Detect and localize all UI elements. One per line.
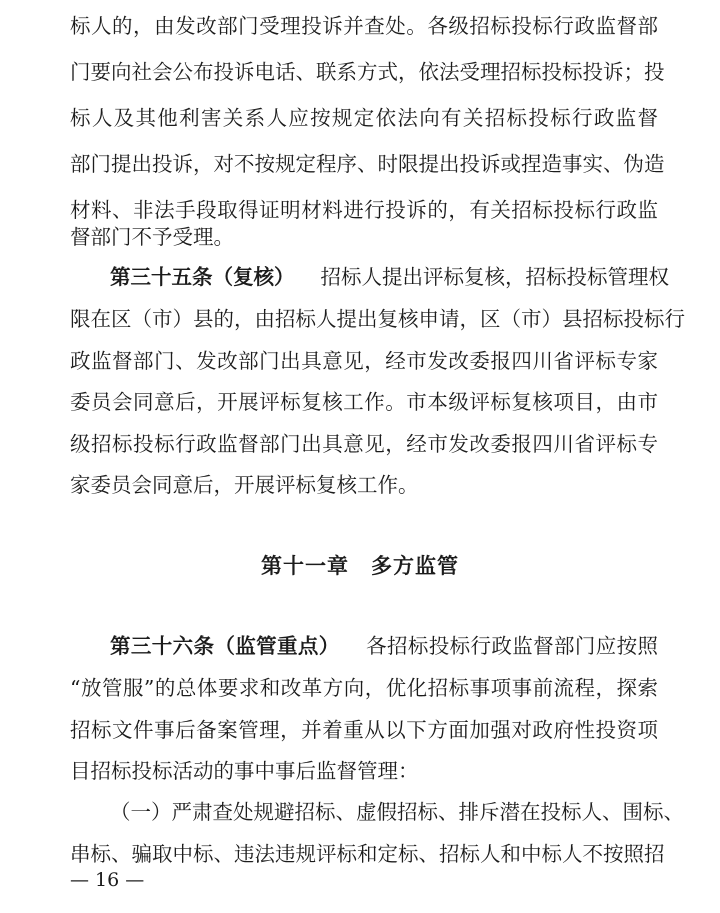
article-35-first-line (110, 263, 669, 291)
paragraph-line: 限在区（市）县的，由招标人提出复核申请，区（市）县招标投标行 (70, 307, 685, 331)
paragraph-line: 政监督部门、发改部门出具意见，经市发改委报四川省评标专家 (70, 349, 658, 373)
page-number: — 16 — (70, 869, 145, 891)
paragraph-line: 材料、非法手段取得证明材料进行投诉的，有关招标投标行政监 (70, 198, 658, 222)
paragraph-line: 门要向社会公布投诉电话、联系方式，依法受理招标投标投诉；投 (70, 60, 665, 84)
paragraph-line: 家委员会同意后，开展评标复核工作。 (70, 473, 419, 497)
paragraph-line: 目招标投标活动的事中事后监督管理： (70, 759, 419, 783)
paragraph-line: 督部门不予受理。 (70, 225, 234, 249)
paragraph-line: 级招标投标行政监督部门出具意见，经市发改委报四川省评标专 (70, 432, 658, 456)
paragraph-line: 委员会同意后，开展评标复核工作。市本级评标复核项目，由市 (70, 390, 658, 414)
paragraph-line: 部门提出投诉，对不按规定程序、时限提出投诉或捏造事实、伪造 (70, 152, 665, 176)
paragraph-line: 招标文件事后备案管理，并着重从以下方面加强对政府性投资项 (70, 718, 658, 742)
paragraph-line: 串标、骗取中标、违法违规评标和定标、招标人和中标人不按照招 (70, 842, 665, 866)
article-36-first-line (110, 632, 658, 660)
article-36-heading: 第三十六条（监管重点） (110, 634, 340, 658)
item-1-first-line: （一）严肃查处规避招标、虚假招标、排斥潜在投标人、围标、 (110, 800, 684, 824)
article-35-heading: 第三十五条（复核） (110, 265, 295, 289)
paragraph-line: 标人及其他利害关系人应按规定依法向有关招标投标行政监督 (70, 106, 658, 130)
paragraph-line: 标人的，由发改部门受理投诉并查处。各级招标投标行政监督部 (70, 14, 658, 38)
article-35-first-line-text: 招标人提出评标复核，招标投标管理权 (320, 265, 669, 289)
paragraph-line: “放管服”的总体要求和改革方向，优化招标事项事前流程，探索 (70, 676, 658, 700)
chapter-title: 第十一章 多方监管 (261, 554, 459, 578)
article-36-first-line-text: 各招标投标行政监督部门应按照 (365, 634, 659, 658)
